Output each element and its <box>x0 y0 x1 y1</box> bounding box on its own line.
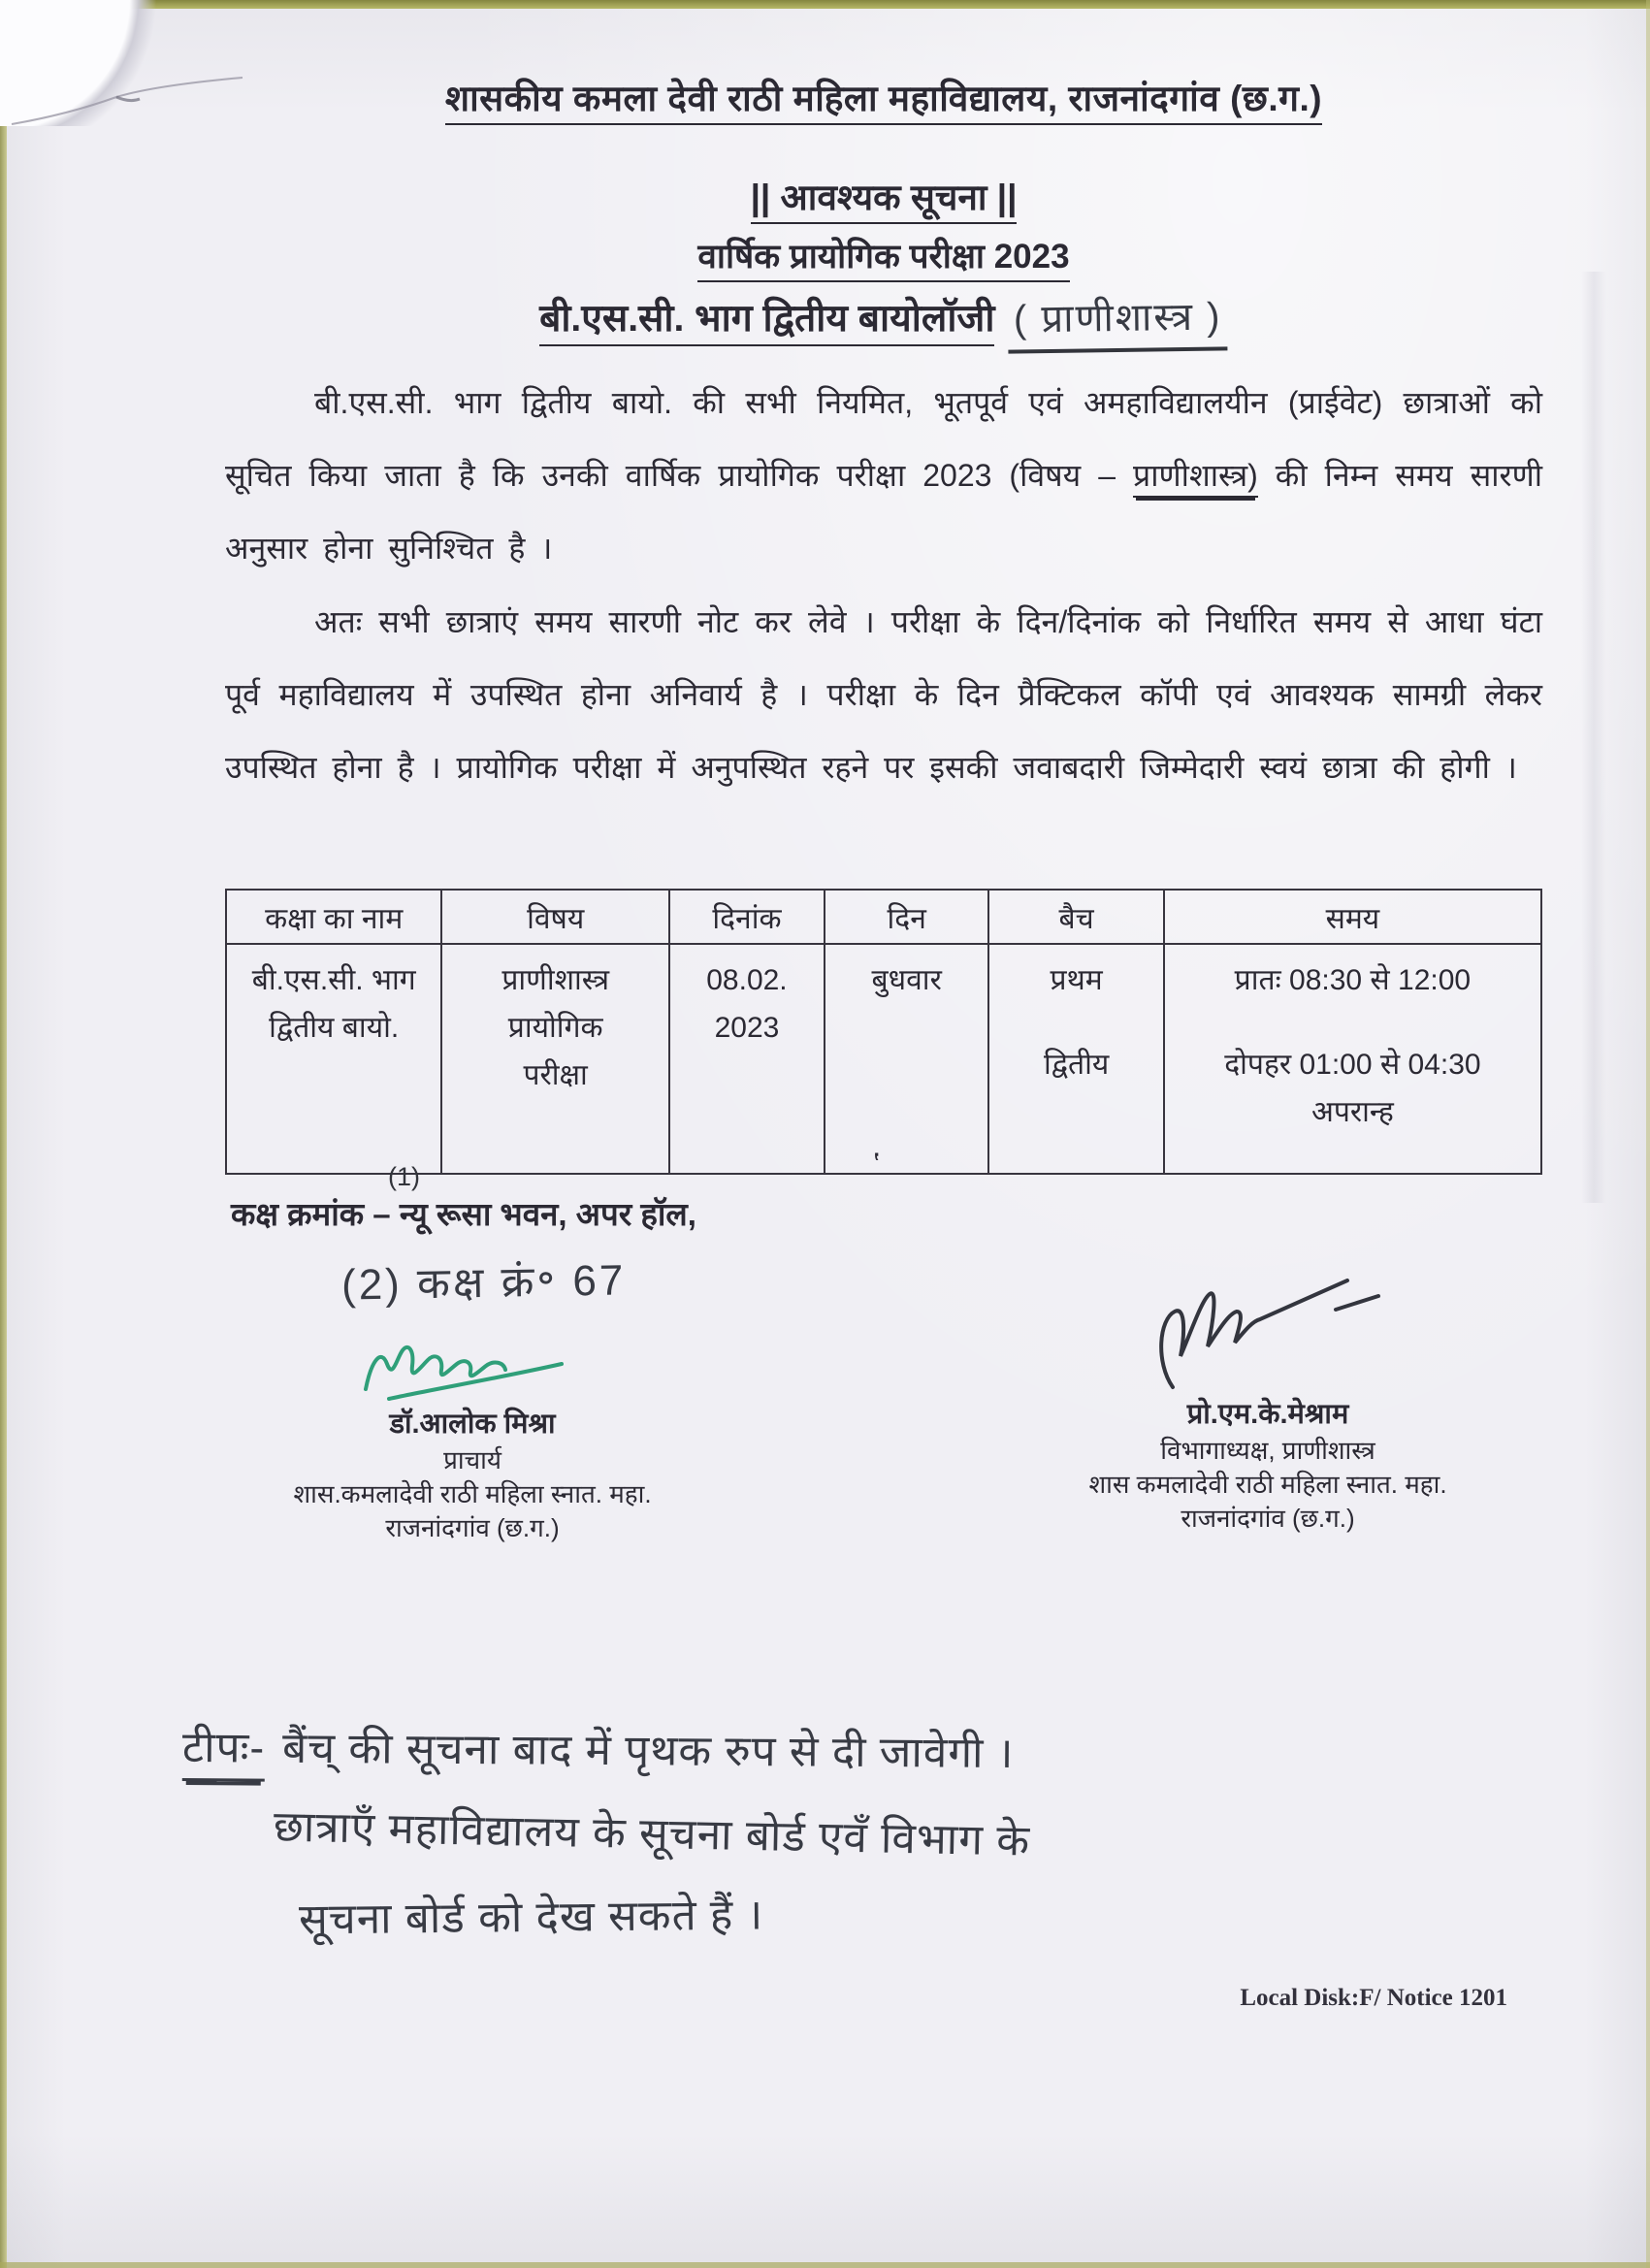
principal-signature-green-ink <box>356 1341 589 1405</box>
class-name-line1: बी.एस.सी. भाग <box>251 964 416 996</box>
cell-date <box>669 944 825 1174</box>
paragraph-1-text-a: बी.एस.सी. भाग द्वितीय बायो. की सभी नियमित, भूतपूर्व एवं अमहाविद्यालयीन (प्राईवेट) छात्राओं को सूचित किया जाता है कि उनकी वार्षिक प्रायोगिक परीक्षा 2023 (विषय – <box>225 385 1542 493</box>
handwritten-note-line3: सूचना बोर्ड को देख सकते हैं । <box>298 1891 764 1944</box>
note-line1-text: बैंच् की सूचना बाद में पृथक रुप से दी जावेगी । <box>281 1724 1015 1777</box>
principal-place: राजनांदगांव (छ.ग.) <box>385 1513 560 1542</box>
college-name-text: शासकीय कमला देवी राठी महिला महाविद्यालय, राजनांदगांव (छ.ग.) <box>445 79 1322 125</box>
cell-subject <box>441 944 669 1174</box>
file-reference: Local Disk:F/ Notice 1201 <box>1240 1985 1507 2011</box>
exam-title-text: वार्षिक प्रायोगिक परीक्षा 2023 <box>697 238 1069 282</box>
time-second-suffix: अपरान्ह <box>1310 1096 1394 1128</box>
class-title-text: बी.एस.सी. भाग द्वितीय बायोलॉजी <box>539 298 994 346</box>
exam-schedule-table <box>225 889 1542 1175</box>
principal-name: डॉ.आलोक मिश्रा <box>389 1409 556 1440</box>
exam-title-heading <box>225 233 1542 278</box>
subject-line3: परीक्षा <box>523 1059 588 1091</box>
col-header-day: दिन <box>825 890 989 944</box>
class-name-line2: द्वितीय बायो. <box>269 1012 400 1044</box>
hod-place: राजनांदगांव (छ.ग.) <box>1181 1504 1355 1533</box>
paragraph-2: अतः सभी छात्राएं समय सारणी नोट कर लेवे । परीक्षा के दिन/दिनांक को निर्धारित समय से आधा घंटा पूर्व महाविद्यालय में उपस्थित होना अनिवार्य है । परीक्षा के दिन प्रैक्टिकल कॉपी एवं आवश्यक सामग्री लेकर उपस्थित होना है । प्रायोगिक परीक्षा में अनुपस्थित रहने पर इसकी जवाबदारी जिम्मेदारी स्वयं छात्रा की होगी । <box>225 604 1542 785</box>
paper-crease-right <box>1581 272 1606 1203</box>
cell-class-name <box>226 944 441 1174</box>
handwritten-note-line2: छात्राएँ महाविद्यालय के सूचना बोर्ड एवँ विभाग के <box>273 1802 1031 1865</box>
note-label: टीपः- <box>182 1716 266 1782</box>
time-second: दोपहर 01:00 से 04:30 <box>1224 1049 1481 1081</box>
stray-pen-mark: ‛ <box>873 1147 881 1183</box>
batch-second: द्वितीय <box>1043 1049 1110 1081</box>
date-line1: 08.02. <box>706 964 788 996</box>
handwritten-room-67: (2) कक्ष क्रं॰ 67 <box>340 1256 627 1310</box>
hod-institution: शास कमलादेवी राठी महिला स्नात. महा. <box>1088 1470 1447 1499</box>
handwritten-subject-annotation: ( प्राणीशास्त्र ) <box>1008 287 1228 353</box>
room-number-line <box>231 1162 696 1235</box>
cell-day <box>825 944 989 1174</box>
col-header-subject: विषय <box>441 890 669 944</box>
paragraph-1-underlined-subject: प्राणीशास्त्र) <box>1133 458 1258 498</box>
scan-edge-right <box>1646 0 1650 2268</box>
class-title-heading <box>225 289 1542 352</box>
room-number-printed-text: कक्ष क्रमांक – न्यू रूसा भवन, अपर हॉल, <box>231 1196 696 1232</box>
hod-name: प्रो.एम.के.मेश्राम <box>1186 1399 1349 1430</box>
col-header-date: दिनांक <box>669 890 825 944</box>
hod-designation: विभागाध्यक्ष, प्राणीशास्त्र <box>1160 1436 1375 1465</box>
notice-content <box>181 0 1543 2268</box>
paragraph-1-text-b: की निम्न समय सारणी अनुसार होना सुनिश्चित है । <box>225 458 1543 566</box>
table-header-row <box>226 890 1541 944</box>
principal-designation: प्राचार्य <box>443 1445 501 1474</box>
scan-edge-left <box>0 0 7 2268</box>
notice-title-text: || आवश्यक सूचना || <box>751 178 1018 224</box>
handwritten-note-line1 <box>182 1716 1015 1787</box>
college-name-heading <box>225 72 1542 121</box>
principal-institution: शास.कमलादेवी राठी महिला स्नात. महा. <box>293 1479 652 1508</box>
cell-time <box>1164 944 1541 1174</box>
hod-signature-ink <box>1142 1273 1394 1395</box>
subject-line1: प्राणीशास्त्र <box>501 964 610 996</box>
table-row <box>226 944 1541 1174</box>
signature-block-principal <box>264 1341 681 1545</box>
day-text: बुधवार <box>871 964 942 996</box>
cell-batch <box>988 944 1163 1174</box>
batch-first: प्रथम <box>1050 964 1103 996</box>
date-line2: 2023 <box>714 1012 780 1044</box>
signature-block-hod <box>1020 1273 1515 1536</box>
col-header-class-name: कक्षा का नाम <box>226 890 441 944</box>
time-first: प्रातः 08:30 से 12:00 <box>1234 964 1472 996</box>
notice-title-heading <box>225 171 1542 220</box>
handwritten-marker-1: (1) <box>388 1162 420 1191</box>
paragraph-1 <box>225 367 1542 585</box>
col-header-time: समय <box>1164 890 1541 944</box>
col-header-batch: बैच <box>988 890 1163 944</box>
subject-line2: प्रायोगिक <box>507 1012 603 1044</box>
